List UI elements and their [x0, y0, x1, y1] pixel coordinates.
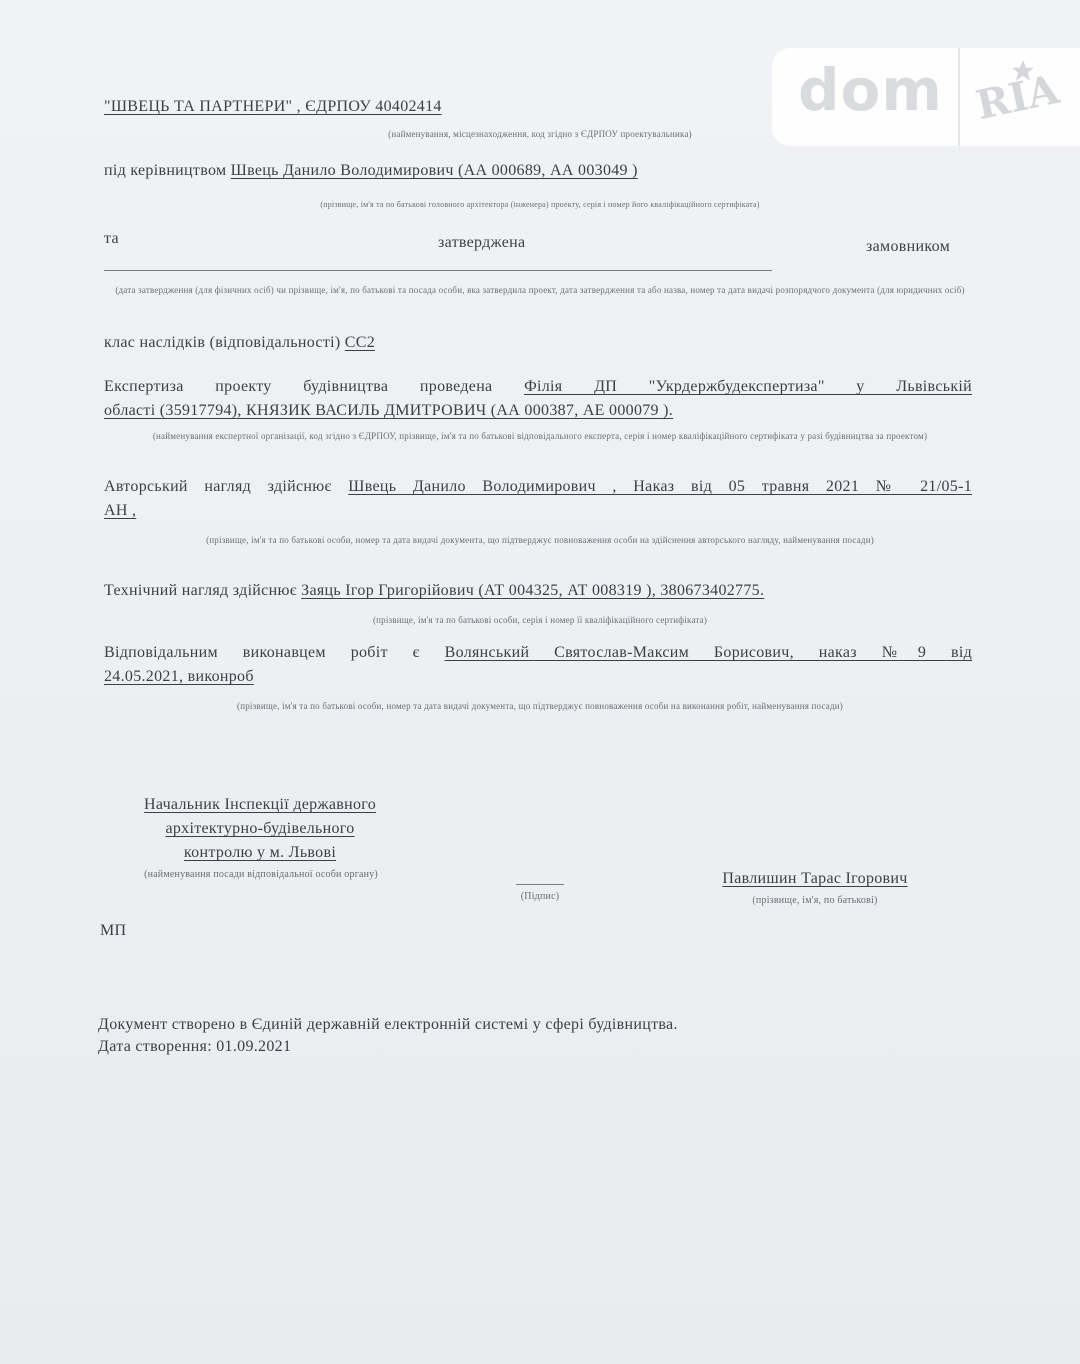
executor-prefix: Відповідальним виконавцем робіт є	[104, 644, 445, 661]
signature-caption: (Підпис)	[520, 891, 560, 902]
author-supervision-prefix: Авторський нагляд здійснює	[104, 478, 349, 495]
official-name-caption: (прізвище, ім'я, по батькові)	[752, 895, 878, 906]
author-supervision-value-2: АН ,	[104, 502, 137, 519]
approval-caption: (дата затвердження (для фізичних осіб) чи прізвище, ім'я, по батькові та посада особи, яка затвердила проект, дата затвердження та або назва, номер та дата видачі розпорядчого документа (для юридичних осіб)	[115, 285, 965, 295]
company-name: "ШВЕЦЬ ТА ПАРТНЕРИ" , ЄДРПОУ 40402414	[104, 98, 442, 115]
technical-supervision-line	[104, 580, 764, 602]
architect-prefix: під керівництвом	[104, 162, 231, 179]
official-position-line-2: архітектурно-будівельного	[165, 820, 355, 837]
footer-created-in-system: Документ створено в Єдиній державній електронній системі у сфері будівництва.	[98, 1016, 678, 1033]
official-position-caption: (найменування посади відповідальної особи органу)	[144, 869, 378, 880]
watermark-dom-logo: dom	[798, 56, 943, 124]
watermark-badge	[772, 48, 1080, 146]
architect-line	[104, 160, 638, 182]
author-supervision-line-1	[104, 476, 972, 498]
technical-supervision-caption: (прізвище, ім'я та по батькові особи, серія і номер її кваліфікаційного сертифіката)	[372, 615, 708, 625]
stamp-label: МП	[100, 922, 127, 939]
official-position-line-3: контролю у м. Львові	[183, 844, 337, 861]
author-supervision-caption: (прізвище, ім'я та по батькові особи, номер та дата видачі документа, що підтверджує повноваження особи на здійснення авторського нагляду, найменування посади)	[206, 535, 874, 545]
official-name: Павлишин Тарас Ігорович	[722, 870, 908, 887]
watermark-ria-logo: RIA	[972, 65, 1063, 130]
approval-word-ta: та	[104, 230, 119, 247]
class-line	[104, 332, 375, 354]
executor-value-1: Волянський Святослав-Максим Борисович, наказ №9 від	[444, 644, 973, 661]
expertise-line-1	[104, 376, 972, 398]
official-position-line-1: Начальник Інспекції державного	[143, 796, 377, 813]
watermark-divider	[958, 48, 960, 146]
technical-supervision-prefix: Технічний нагляд здійснює	[104, 582, 302, 599]
technical-supervision-value: Заяць Ігор Григорійович (АТ 004325, АТ 008319 ), 380673402775.	[301, 582, 765, 599]
class-prefix: клас наслідків (відповідальності)	[104, 334, 345, 351]
architect-caption: (прізвище, ім'я та по батькові головного архітектора (інженера) проекту, серія і номер його кваліфікаційного сертифіката)	[320, 200, 760, 209]
expertise-value-2: області (35917794), КНЯЗИК ВАСИЛЬ ДМИТРОВИЧ (АА 000387, АЕ 000079 ).	[104, 402, 674, 419]
signature-blank-line	[516, 884, 564, 885]
executor-line-1	[104, 642, 972, 664]
class-value: СС2	[344, 334, 376, 351]
executor-caption: (прізвище, ім'я та по батькові особи, номер та дата видачі документа, що підтверджує повноваження особи на виконання робіт, найменування посади)	[237, 701, 843, 711]
author-supervision-value-1: Швець Данило Володимирович , Наказ від 05 травня 2021 № 21/05-1	[348, 478, 972, 495]
approval-word-customer: замовником	[866, 238, 951, 255]
expertise-caption: (найменування експертної організації, код згідно з ЄДРПОУ, прізвище, ім'я та по батькові відповідального експерта, серія і номер кваліфікаційного сертифіката у разі будівництва за проектом)	[152, 431, 928, 441]
approval-blank-line	[104, 270, 772, 271]
architect-value: Швець Данило Володимирович (АА 000689, АА 003049 )	[230, 162, 638, 179]
approval-word-approved: затверджена	[438, 234, 526, 251]
executor-value-2: 24.05.2021, виконроб	[104, 668, 254, 685]
footer-creation-date: Дата створення: 01.09.2021	[98, 1038, 292, 1055]
expertise-value-1: Філія ДП "Укрдержбудекспертиза" у Львівській	[524, 378, 972, 395]
company-caption: (найменування, місцезнаходження, код згідно з ЄДРПОУ проектувальника)	[388, 129, 692, 139]
expertise-prefix: Експертиза проекту будівництва проведена	[104, 378, 525, 395]
